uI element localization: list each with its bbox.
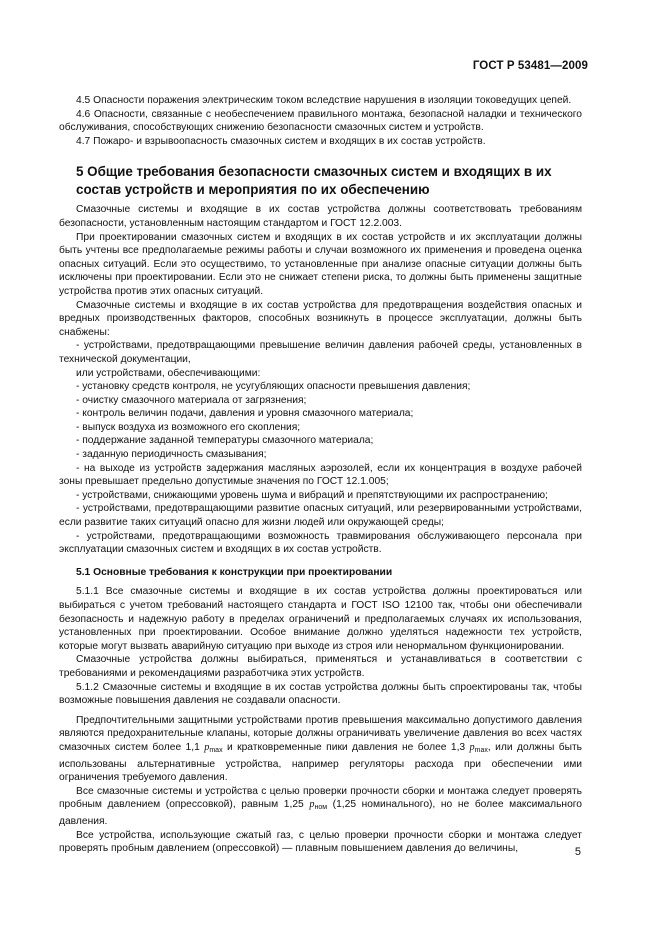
paragraph: При проектировании смазочных систем и входящих в их состав устройств и их эксплуатации должны быть учтены все предполагаемые режимы работы и случаи возможного их применения и проведена оценка опасных ситуаций. Если это осуществимо, то установленные при анализе опасные ситуации должны быть исключены при проектировании. Если это не снижает степени риска, то должны быть применены защитные устройства против этих опасных ситуаций.: [59, 231, 582, 297]
section-5-1-heading: 5.1 Основные требования к конструкции при проектировании: [76, 566, 393, 578]
paragraph-5-1-1: 5.1.1 Все смазочные системы и входящие в их состав устройства должны проектироваться или выбираться с учетом требований настоящего стандарта и ГОСТ ISO 12100 так, чтобы они обеспечивали безопасность и надежную работу в пределах ограничений и предполагаемых случаях их использования, установленных при проектировании. Особое внимание должно уделяться надежности тех устройств, которые могут вызвать аварийную ситуацию при выходе из строя или ненормальном функционировании.: [59, 586, 582, 652]
list-item: - на выходе из устройств задержания масляных аэрозолей, если их концентрация в воздухе рабочей зоны превышает предельно допустимые значения по ГОСТ 12.1.005;: [59, 462, 582, 488]
subscript: max: [474, 746, 488, 754]
list-item: - выпуск воздуха из возможного его скопления;: [76, 421, 301, 433]
list-item: - устройствами, предотвращающими развитие опасных ситуаций, или резервированными устройствами, если развитие таких ситуаций опасно для жизни людей или окружающей среды;: [59, 503, 582, 529]
list-item: - очистку смазочного материала от загрязнения;: [76, 394, 307, 406]
standard-header: ГОСТ Р 53481—2009: [472, 60, 588, 72]
symbol-p: p: [469, 741, 475, 753]
paragraph: Смазочные системы и входящие в их состав устройства для предотвращения воздействия опасных и вредных производственных факторов, способных возникнуть в процессе эксплуатации, должны быть снабжены:: [59, 299, 582, 338]
subscript: max: [209, 746, 223, 754]
list-item: - контроль величин подачи, давления и уровня смазочного материала;: [76, 408, 414, 420]
paragraph: Смазочные системы и входящие в их состав устройства должны соответствовать требованиям безопасности, установленным настоящим стандартом и ГОСТ 12.2.003.: [59, 204, 582, 229]
list-item: - устройствами, снижающими уровень шума и вибраций и препятствующими их распространению;: [76, 489, 548, 501]
list-item: - поддержание заданной температуры смазочного материала;: [76, 435, 374, 447]
list-item: - заданную периодичность смазывания;: [76, 449, 267, 461]
paragraph: Смазочные устройства должны выбираться, применяться и устанавливаться в соответствии с требованиями и рекомендациями разработчика этих устройств.: [59, 654, 582, 679]
paragraph-5-1-2: 5.1.2 Смазочные системы и входящие в их состав устройства должны быть спроектированы так, чтобы возможные повышения давления не создавали опасности.: [59, 681, 582, 707]
paragraph-4-7: 4.7 Пожаро- и взрывоопасность смазочных систем и входящих в их состав устройств.: [76, 135, 486, 147]
text-run: Предпочтительными защитными устройствами против превышения максимально допустимого давления являются предохранительные клапаны, которые должны ограничивать увеличение давления во всех частях смазочных систем более 1,1: [59, 714, 582, 753]
text-run: , или должны быть использованы альтернативные устройства, например регуляторы расхода при обеспечении ими ограничения требуемого давления.: [59, 741, 583, 784]
subscript: ном: [314, 804, 328, 812]
text-run: и кратковременные пики давления не более 1,3: [222, 741, 470, 753]
list-item: - устройствами, предотвращающими превышение величин давления рабочей среды, установленных в технической документации,: [59, 340, 582, 365]
page-number: 5: [574, 846, 581, 858]
paragraph-4-5: 4.5 Опасности поражения электрическим током вследствие нарушения в изоляции токоведущих цепей.: [76, 95, 572, 106]
list-item: - установку средств контроля, не усугубляющих опасности превышения давления;: [76, 381, 471, 393]
symbol-p: p: [204, 741, 210, 753]
paragraph-4-6: 4.6 Опасности, связанные с необеспечением правильного монтажа, безопасной наладки и технического обслуживания, способствующих снижению безопасности смазочных систем и устройств.: [59, 108, 582, 134]
paragraph-pressure-limits: [59, 714, 582, 785]
section-5-heading: 5 Общие требования безопасности смазочных систем и входящих в их состав устройств и мероприятия по их обеспечению: [76, 164, 552, 197]
symbol-p: p: [309, 799, 315, 811]
list-item: - устройствами, предотвращающими возможность травмирования обслуживающего персонала при эксплуатации смазочных систем и входящих в их состав устройств.: [59, 530, 582, 556]
page-body: [59, 94, 582, 856]
text-run: Все смазочные системы и устройства с целью проверки прочности сборки и монтажа следует проверять пробным давлением (опрессовкой), равным 1,25: [59, 785, 582, 811]
paragraph-gas-test: Все устройства, использующие сжатый газ, с целью проверки прочности сборки и монтажа следует проверять пробным давлением (опрессовкой) — плавным повышением давления до величины,: [59, 829, 582, 855]
text-run: (1,25 номинального), но не более максимального давления.: [59, 799, 582, 827]
paragraph-pressure-test: [59, 785, 582, 829]
paragraph: или устройствами, обеспечивающими:: [76, 367, 261, 379]
